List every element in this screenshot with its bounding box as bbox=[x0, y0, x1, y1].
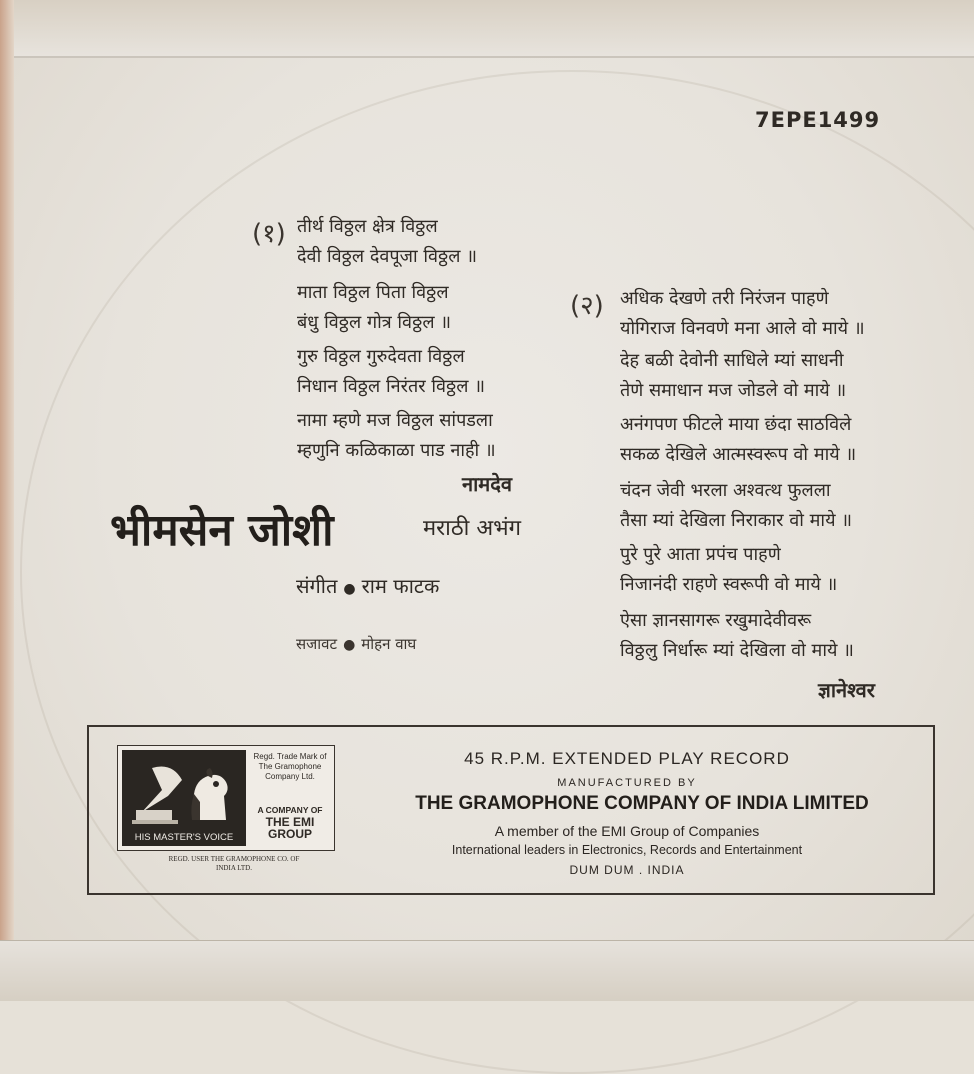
emi-group-note bbox=[248, 804, 332, 840]
sleeve-fold-line bbox=[0, 56, 974, 58]
side2-stanza-5 bbox=[620, 540, 837, 600]
dog-gramophone-icon bbox=[122, 750, 246, 830]
catalog-number: 7EPE1499 bbox=[755, 108, 881, 132]
verse-line: म्हणुनि कळिकाळा पाड नाही ॥ bbox=[297, 440, 496, 461]
sleeve-left-edge bbox=[0, 0, 14, 1000]
verse-line: योगिराज विनवणे मना आले वो माये ॥ bbox=[620, 318, 865, 339]
verse-line: निधान विठ्ठल निरंतर विठ्ठल ॥ bbox=[297, 376, 485, 397]
verse-line: बंधु विठ्ठल गोत्र विठ्ठल ॥ bbox=[297, 312, 452, 333]
bullet-icon: ● bbox=[343, 581, 356, 597]
verse-line: अनंगपण फीटले माया छंदा साठविले bbox=[620, 414, 852, 435]
his-masters-voice-logo bbox=[122, 750, 246, 846]
side2-author: ज्ञानेश्वर bbox=[818, 678, 875, 702]
verse-line: तैसा म्यां देखिला निराकार वो माये ॥ bbox=[620, 510, 853, 531]
company-name: THE GRAMOPHONE COMPANY OF INDIA LIMITED bbox=[415, 793, 869, 814]
side2-stanza-1 bbox=[620, 284, 865, 344]
decor-artist: मोहन वाघ bbox=[361, 635, 417, 653]
side1-number: (१) bbox=[252, 219, 286, 249]
artist-name: भीमसेन जोशी bbox=[110, 505, 334, 556]
verse-line: निजानंदी राहणे स्वरूपी वो माये ॥ bbox=[620, 574, 838, 595]
verse-line: अधिक देखणे तरी निरंजन पाहणे bbox=[620, 288, 829, 309]
emi-line-2: THE EMI GROUP bbox=[265, 815, 315, 841]
emi-line-1: A COMPANY OF bbox=[257, 805, 323, 815]
verse-line: ऐसा ज्ञानसागरू रखुमादेवीवरू bbox=[620, 610, 812, 631]
verse-line: तेणे समाधान मज जोडले वो माये ॥ bbox=[620, 380, 847, 401]
trademark-note: Regd. Trade Mark of The Gramophone Company Ltd. bbox=[253, 752, 327, 781]
sleeve-bottom-flap bbox=[0, 940, 974, 1001]
music-credit bbox=[296, 572, 439, 599]
side1-stanza-3 bbox=[297, 342, 485, 402]
side1-stanza-4 bbox=[297, 406, 496, 466]
decor-credit bbox=[296, 634, 416, 654]
verse-line: देवी विठ्ठल देवपूजा विठ्ठल ॥ bbox=[297, 246, 478, 267]
side2-stanza-4 bbox=[620, 476, 852, 536]
hmv-logo-panel bbox=[117, 745, 335, 851]
registered-user-note: REGD. USER THE GRAMOPHONE CO. OF INDIA LTD. bbox=[168, 855, 300, 872]
side1-stanza-2 bbox=[297, 278, 451, 338]
bullet-icon: ● bbox=[343, 637, 356, 653]
side2-stanza-3 bbox=[620, 410, 856, 470]
side2-stanza-6 bbox=[620, 606, 854, 666]
sleeve-top-edge bbox=[0, 0, 974, 58]
logo-caption: HIS MASTER'S VOICE bbox=[122, 830, 246, 846]
record-type: 45 R.P.M. EXTENDED PLAY RECORD bbox=[464, 749, 790, 768]
verse-line: चंदन जेवी भरला अश्वत्थ फुलला bbox=[620, 480, 831, 501]
verse-line: तीर्थ विठ्ठल क्षेत्र विठ्ठल bbox=[297, 216, 438, 237]
verse-line: देह बळी देवोनी साधिले म्यां साधनी bbox=[620, 350, 844, 371]
manufacturer-info-box bbox=[87, 725, 935, 895]
side1-stanza-1 bbox=[297, 212, 477, 272]
verse-line: माता विठ्ठल पिता विठ्ठल bbox=[297, 282, 449, 303]
verse-line: गुरु विठ्ठल गुरुदेवता विठ्ठल bbox=[297, 346, 465, 367]
manufactured-by: MANUFACTURED BY bbox=[557, 777, 697, 789]
decor-label: सजावट bbox=[296, 635, 338, 653]
company-location: DUM DUM . INDIA bbox=[569, 863, 685, 877]
member-note: A member of the EMI Group of Companies bbox=[494, 823, 760, 839]
album-subtitle: मराठी अभंग bbox=[423, 516, 521, 541]
verse-line: विठ्ठलु निर्धारू म्यां देखिला वो माये ॥ bbox=[620, 640, 854, 661]
verse-line: पुरे पुरे आता प्रपंच पाहणे bbox=[620, 544, 781, 565]
verse-line: नामा म्हणे मज विठ्ठल सांपडला bbox=[297, 410, 493, 431]
leaders-note: International leaders in Electronics, Records and Entertainment bbox=[451, 843, 803, 857]
side2-number: (२) bbox=[570, 291, 604, 321]
verse-line: सकळ देखिले आत्मस्वरूप वो माये ॥ bbox=[620, 444, 857, 465]
music-composer: राम फाटक bbox=[361, 574, 440, 598]
side2-stanza-2 bbox=[620, 346, 846, 406]
music-label: संगीत bbox=[296, 574, 338, 598]
side1-author: नामदेव bbox=[462, 472, 512, 496]
